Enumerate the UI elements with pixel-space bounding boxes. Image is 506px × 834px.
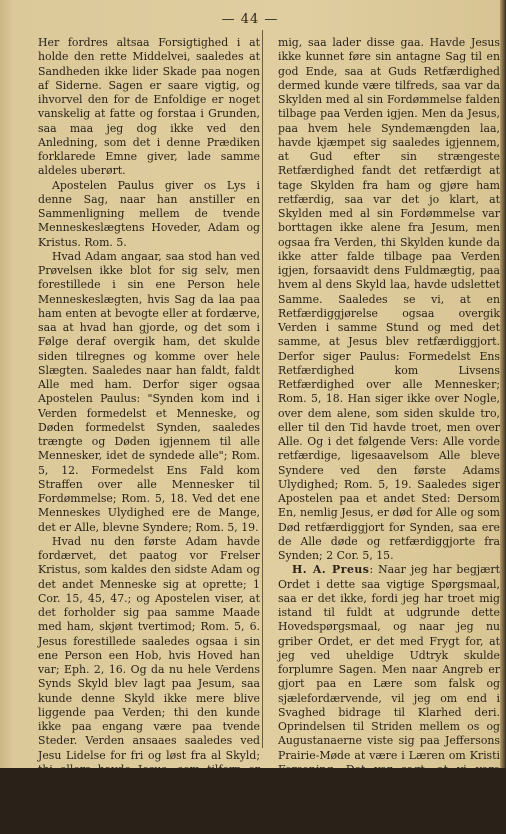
page-number: — 44 — [221, 12, 279, 27]
paragraph: Hvad nu den første Adam havde fordærvet, det paatog vor Frelser Kristus, som kaldes den sidste Adam og det andet Menneske sig at oprette; 1 Cor. 15, 45, 47.; og Apostelen viser, at det forholder sig paa samme Maade med ham, skjønt tvertimod; Rom. 5, 6. Jesus forestillede saaledes ogsaa i sin ene Person een Hob, hvis Hoved han var; Eph. 2, 16. Og da nu hele Verdens Synds Skyld blev lagt paa Jesum, saa kunde denne Skyld ikke mere blive liggende paa Verden; thi den kunde ikke paa engang være paa tvende Steder. Verden ansaaes saaledes ved Jesu Lidelse for fri og løst fra al Skyld; thi ellers havde Jesus, som tilforn er nævnt, ikke kunnet sige til sine Disciple, som forestillede hele Menneskeslægten: Dersom I lede efter [38, 534, 260, 819]
speaker-text: : Naar jeg har begjært Ordet i dette saa vigtige Spørgsmaal, saa er det ikke, fordi jeg har troet mig istand til fuldt at udgrunde dette Hovedspørgsmaal, og naar jeg nu griber Ordet, er det med Frygt for, at jeg ved uheldige Udtryk skulde forplumre Sagen. Men naar Angreb er gjort paa en Lære som falsk og sjælefordærvende, vil jeg om end i Svaghed bidrage til Klarhed deri. Oprindelsen til Striden mellem os og Augustanaerne viste sig paa Jeffersons Prairie-Møde at være i Læren om Kristi Forsoning. Det var sagt, at vi vare enige i Læren om Forsoningen; men da vi kom frem i Diskussionen, viste det sig, at Uenigheden netop her havde sin Grund. En [278, 563, 501, 833]
column-divider [262, 30, 263, 748]
left-column [38, 36, 260, 820]
right-column [278, 36, 500, 834]
speaker-paragraph [278, 563, 500, 834]
paragraph: mig, saa lader disse gaa. Havde Jesus ikke kunnet føre sin antagne Sag til en god Ende, saa at Guds Retfærdighed dermed kunde være tilfreds, saa var da Skylden med al sin Fordømmelse falden tilbage paa Verden igjen. Men da Jesus, paa hvem hele Syndemængden laa, havde kjæmpet sig saaledes igjennem, at Gud efter sin strængeste Retfærdighed fandt det retfærdigt at tage Skylden fra ham og gjøre ham retfærdig, saa var det jo klart, at Skylden med al sin Fordømmelse var borttagen ikke alene fra Jesum, men ogsaa fra Verden, thi Skylden kunde da ikke atter falde tilbage paa Verden igjen, forsaavidt dens Fuldmægtig, paa hvem al dens Skyld laa, havde udslettet Samme. Saaledes se vi, at en Retfærdiggjørelse ogsaa overgik Verden i samme Stund og med det samme, at Jesus blev retfærdiggjort. Derfor siger Paulus: Formedelst Ens Retfærdighed kom Livsens Retfærdighed over alle Mennesker; Rom. 5, 18. Han siger ikke over Nogle, over dem alene, som siden skulde tro, eller til den Tid havde troet, men over Alle. Og i det følgende Vers: Alle vorde retfærdige, ligesaavelsom Alle bleve Syndere ved den første Adams Ulydighed; Rom. 5, 19. Saaledes siger Apostelen paa et andet Sted: Dersom En, nemlig Jesus, er død for Alle og som Død retfærdiggjort for Synden, saa ere de Alle døde og retfærdiggjorte fra Synden; 2 Cor. 5, 15. [278, 36, 500, 562]
page-edge [500, 0, 506, 768]
speaker-name: H. A. Preus [292, 563, 370, 577]
paragraph: Her fordres altsaa Forsigtighed i at holde den rette Middelvei, saaledes at Sandheden ikke lider Skade paa nogen af Siderne. Sagen er saare vigtig, og ihvorvel den for de Enfoldige er noget vanskelig at fatte og forstaa i Grunden, saa maa jeg dog ikke ved den Anledning, som det i denne Prædiken forklarede Emne giver, lade samme aldeles uberørt. [38, 36, 260, 178]
paragraph: Hvad Adam angaar, saa stod han ved Prøvelsen ikke blot for sig selv, men forestillede i sin ene Person hele Menneskeslægten, hvis Sag da laa paa ham enten at bevogte eller at fordærve, saa at hvad han gjorde, og det som i Følge deraf overgik ham, det skulde siden tilregnes og komme over hele Slægten. Saaledes naar han faldt, faldt Alle med ham. Derfor siger ogsaa Apostelen Paulus: "Synden kom ind i Verden formedelst et Menneske, og Døden formedelst Synden, saaledes trængte og Døden igjennem til alle Mennesker, idet de syndede alle"; Rom. 5, 12. Formedelst Ens Fald kom Straffen over alle Mennesker til Fordømmelse; Rom. 5, 18. Ved det ene Menneskes Ulydighed ere de Mange, det er Alle, blevne Syndere; Rom. 5, 19. [38, 249, 260, 534]
paragraph: Apostelen Paulus giver os Lys i denne Sag, naar han anstiller en Sammenligning mellem de tvende Menneskeslægtens Hoveder, Adam og Kristus. Rom. 5. [38, 178, 260, 249]
